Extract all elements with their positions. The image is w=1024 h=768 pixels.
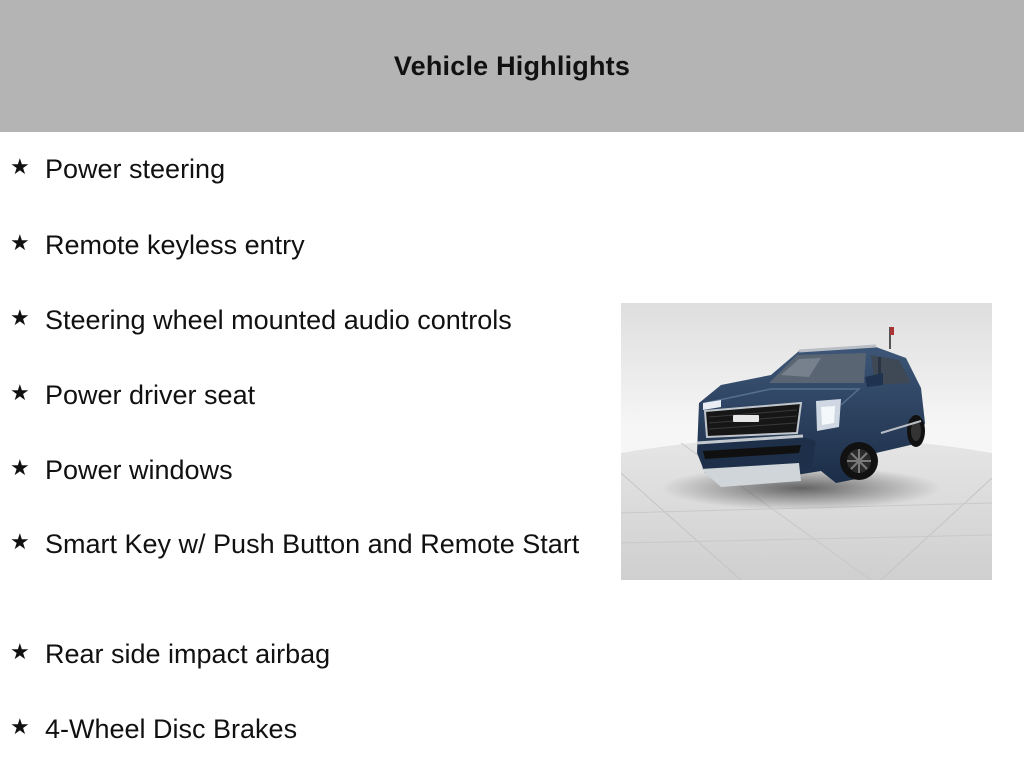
star-icon: ★ xyxy=(10,230,30,255)
feature-item xyxy=(0,303,590,337)
feature-item xyxy=(0,152,590,186)
star-icon: ★ xyxy=(10,380,30,405)
feature-label: Smart Key w/ Push Button and Remote Start xyxy=(45,529,580,559)
page-title: Vehicle Highlights xyxy=(393,50,631,81)
feature-item xyxy=(0,637,590,671)
vehicle-photo xyxy=(621,303,992,580)
feature-item xyxy=(0,228,590,262)
feature-item xyxy=(0,453,590,487)
star-icon: ★ xyxy=(10,305,30,330)
feature-label: Rear side impact airbag xyxy=(45,639,331,669)
header-bar xyxy=(0,0,1024,132)
feature-item xyxy=(0,378,590,412)
star-icon: ★ xyxy=(10,639,30,664)
star-icon: ★ xyxy=(10,154,30,179)
star-icon: ★ xyxy=(10,455,30,480)
feature-label: Power steering xyxy=(45,154,226,184)
suv-image xyxy=(621,303,992,580)
feature-item xyxy=(0,712,590,746)
star-icon: ★ xyxy=(10,529,30,554)
feature-item xyxy=(0,527,590,561)
feature-label: Steering wheel mounted audio controls xyxy=(45,305,512,335)
feature-label: Power driver seat xyxy=(45,380,256,410)
star-icon: ★ xyxy=(10,714,30,739)
feature-label: 4-Wheel Disc Brakes xyxy=(45,714,298,744)
feature-label: Remote keyless entry xyxy=(45,230,305,260)
feature-label: Power windows xyxy=(45,455,233,485)
